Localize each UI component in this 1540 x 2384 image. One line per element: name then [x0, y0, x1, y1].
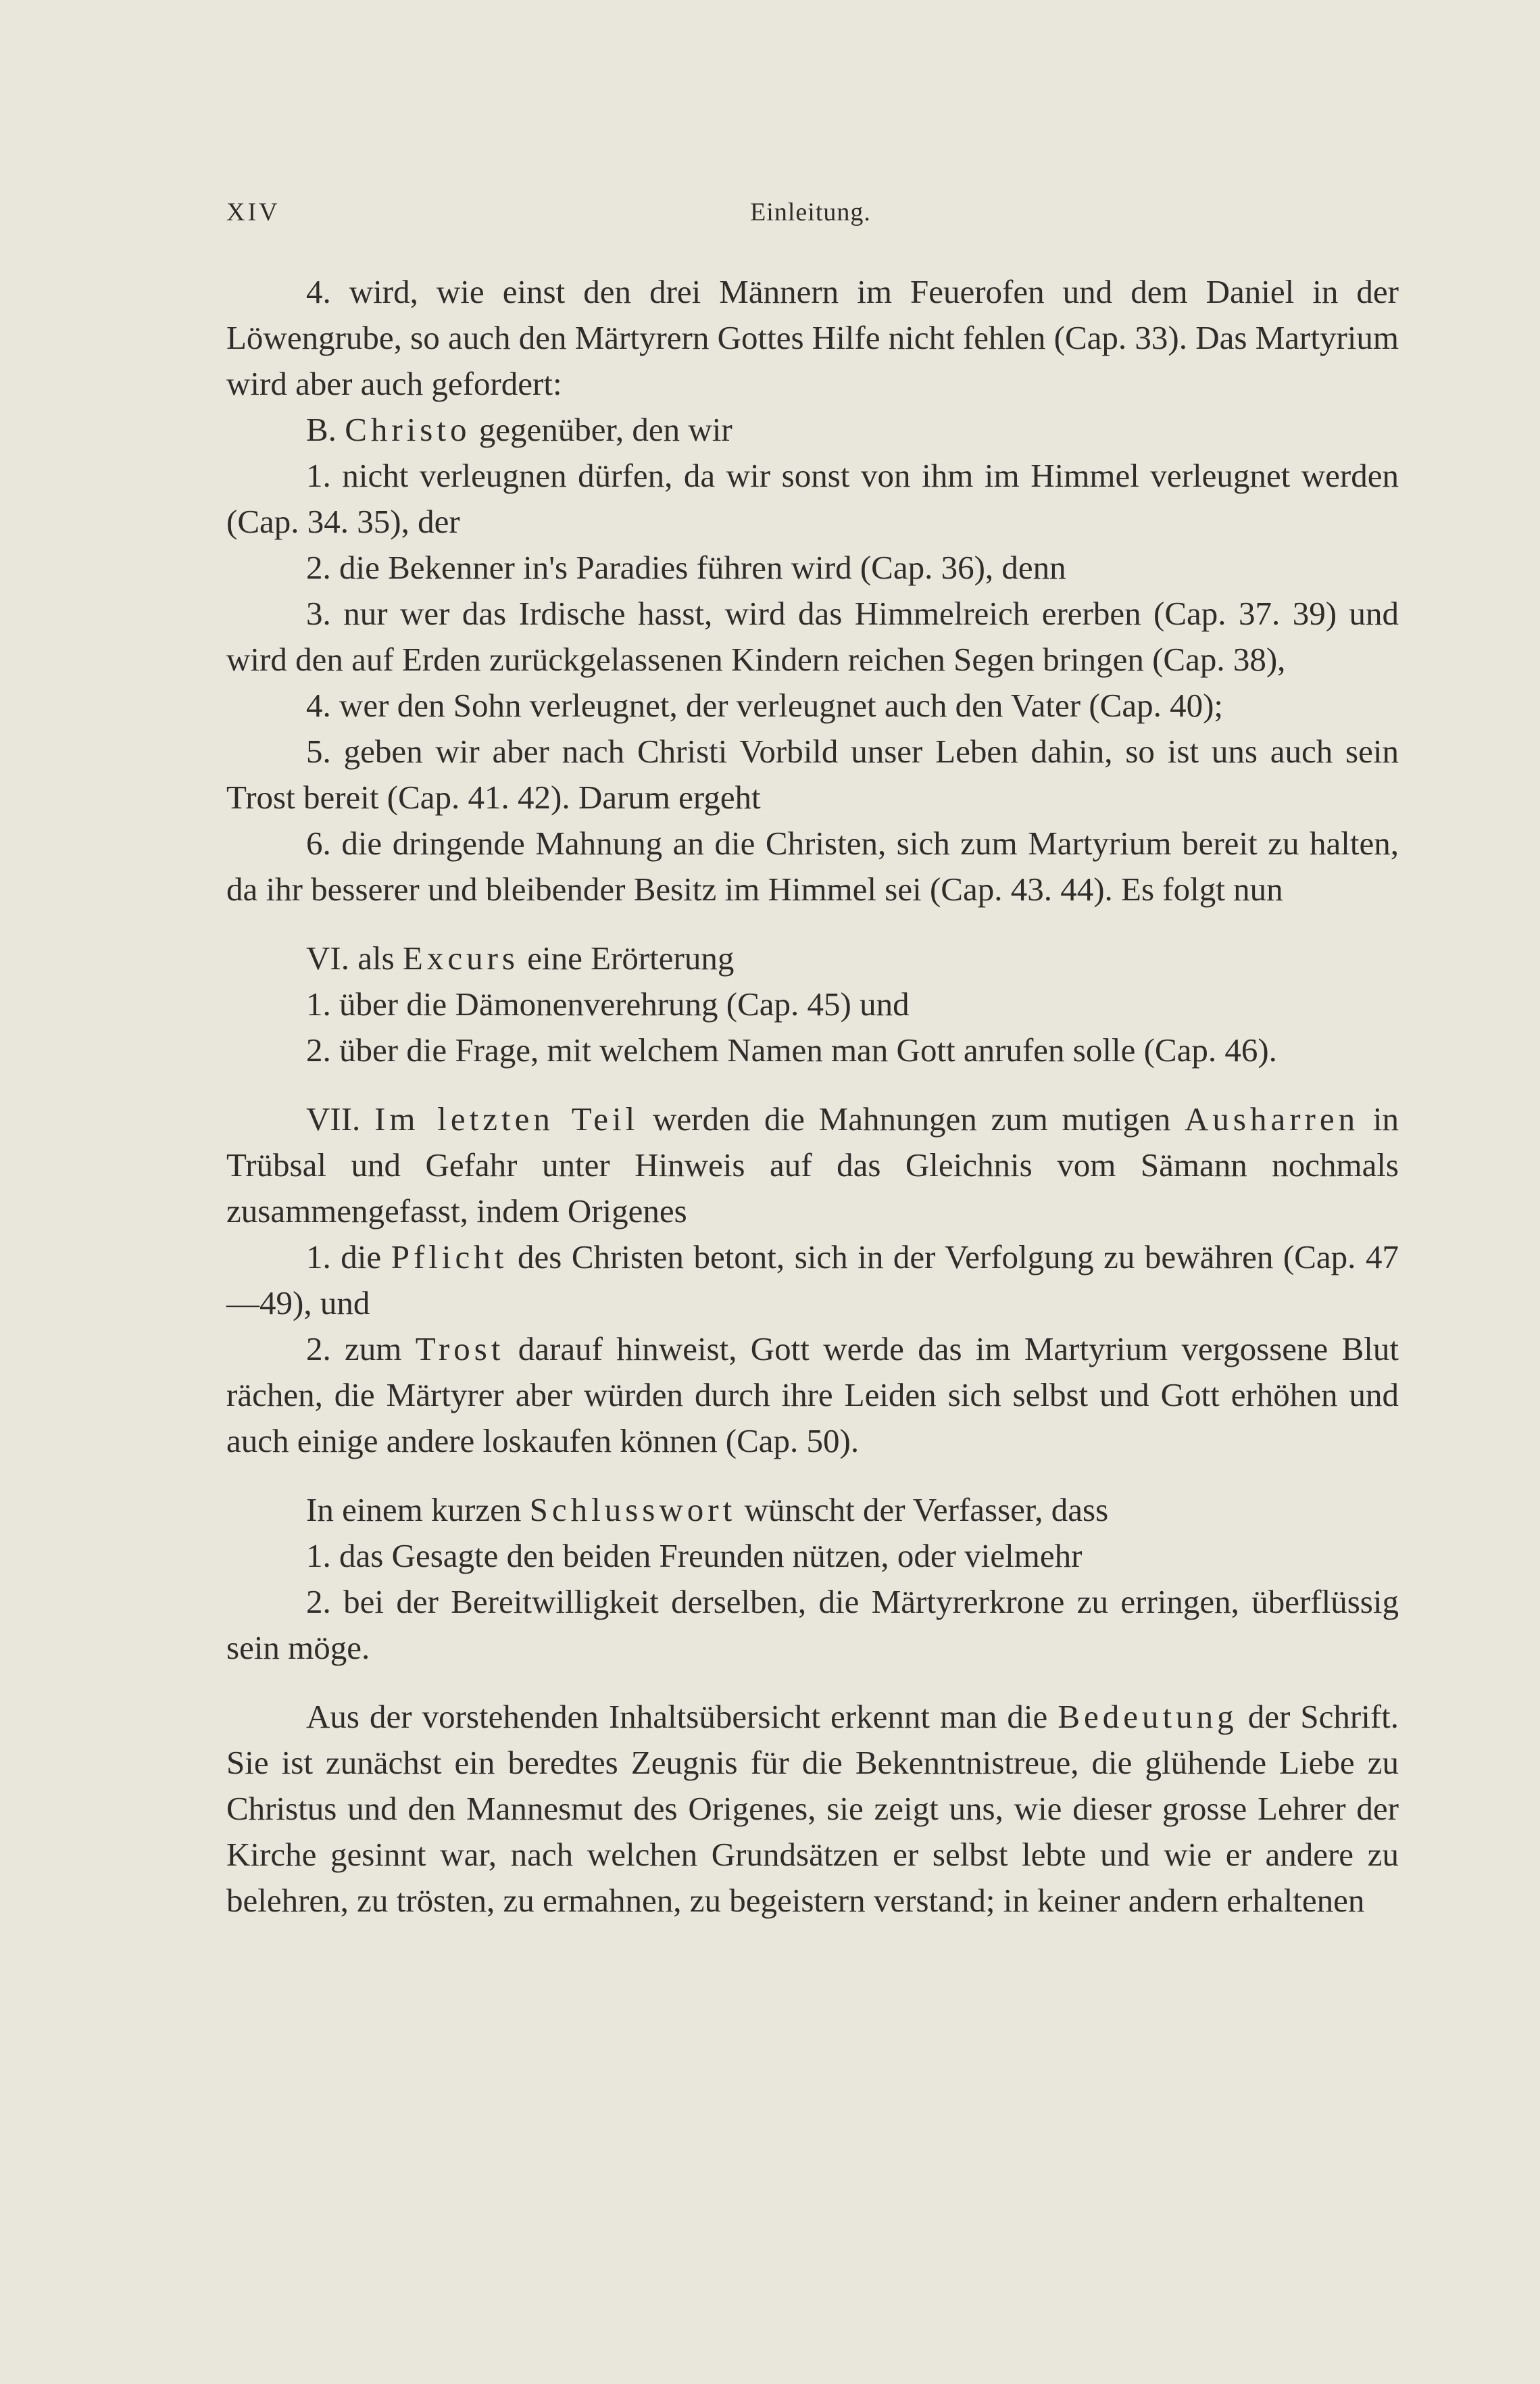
spaced-emphasis: Ausharren [1185, 1100, 1360, 1138]
spaced-emphasis: Im letzten Teil [374, 1100, 639, 1138]
spaced-emphasis: Pflicht [391, 1238, 508, 1275]
paragraph: Aus der vorstehenden Inhaltsübersicht erkennt man die Bedeutung der Schrift. Sie ist zunächst ein beredtes Zeugnis für die Bekenntnistreue, die glühende Liebe zu Christus und den Mannesmut des Origenes, sie zeigt uns, wie dieser grosse Lehrer der Kirche gesinnt war, nach welchen Grundsätzen er selbst lebte und wie er andere zu belehren, zu trösten, zu ermahnen, zu begeistern verstand; in keiner andern erhaltenen [226, 1698, 1399, 1919]
paragraph: 4. wird, wie einst den drei Männern im Feuerofen und dem Daniel in der Löwengrube, so auch den Märtyrern Gottes Hilfe nicht fehlen (Cap. 33). Das Martyrium wird aber auch gefordert: [226, 273, 1399, 402]
paragraph: 2. die Bekenner in's Paradies führen wird (Cap. 36), denn [306, 549, 1066, 586]
paragraph: 1. das Gesagte den beiden Freunden nützen, oder vielmehr [306, 1537, 1083, 1574]
paragraph: 2. bei der Bereitwilligkeit derselben, die Märtyrerkrone zu erringen, überflüssig sein möge. [226, 1583, 1399, 1666]
paragraph: 2. über die Frage, mit welchem Namen man Gott anrufen solle (Cap. 46). [306, 1031, 1277, 1069]
spaced-emphasis: Trost [415, 1330, 505, 1367]
spaced-emphasis: Christo [345, 411, 471, 448]
paragraph: 1. nicht verleugnen dürfen, da wir sonst von ihm im Himmel verleugnet werden (Cap. 34. 35), der [226, 457, 1399, 540]
paragraph: 3. nur wer das Irdische hasst, wird das Himmelreich ererben (Cap. 37. 39) und wird den auf Erden zurückgelassenen Kindern reichen Segen bringen (Cap. 38), [226, 595, 1399, 678]
paragraph: 4. wer den Sohn verleugnet, der verleugnet auch den Vater (Cap. 40); [306, 687, 1224, 724]
paragraph: 1. die Pflicht des Christen betont, sich in der Verfolgung zu bewähren (Cap. 47—49), und [226, 1238, 1399, 1321]
spaced-emphasis: Bedeutung [1058, 1698, 1238, 1735]
paragraph: VI. als Excurs eine Erörterung [306, 940, 735, 977]
spaced-emphasis: Schlusswort [529, 1491, 737, 1528]
running-title: Einleitung. [750, 198, 871, 226]
page-number: XIV [226, 198, 280, 226]
body-text [226, 269, 1399, 1924]
paragraph: B. Christo gegenüber, den wir [306, 411, 732, 448]
paragraph: VII. Im letzten Teil werden die Mahnungen zum mutigen Ausharren in Trübsal und Gefahr unter Hinweis auf das Gleichnis vom Sämann nochmals zusammengefasst, indem Origenes [226, 1100, 1399, 1230]
paragraph: In einem kurzen Schlusswort wünscht der Verfasser, dass [306, 1491, 1109, 1528]
paragraph: 6. die dringende Mahnung an die Christen, sich zum Martyrium bereit zu halten, da ihr besserer und bleibender Besitz im Himmel sei (Cap. 43. 44). Es folgt nun [226, 825, 1399, 908]
paragraph: 2. zum Trost darauf hinweist, Gott werde das im Martyrium vergossene Blut rächen, die Märtyrer aber würden durch ihre Leiden sich selbst und Gott erhöhen und auch einige andere loskaufen können (Cap. 50). [226, 1330, 1399, 1459]
spaced-emphasis: Excurs [402, 940, 519, 977]
paragraph: 1. über die Dämonenverehrung (Cap. 45) und [306, 986, 910, 1023]
page-header [226, 197, 1395, 238]
paragraph: 5. geben wir aber nach Christi Vorbild unser Leben dahin, so ist uns auch sein Trost bereit (Cap. 41. 42). Darum ergeht [226, 733, 1399, 816]
